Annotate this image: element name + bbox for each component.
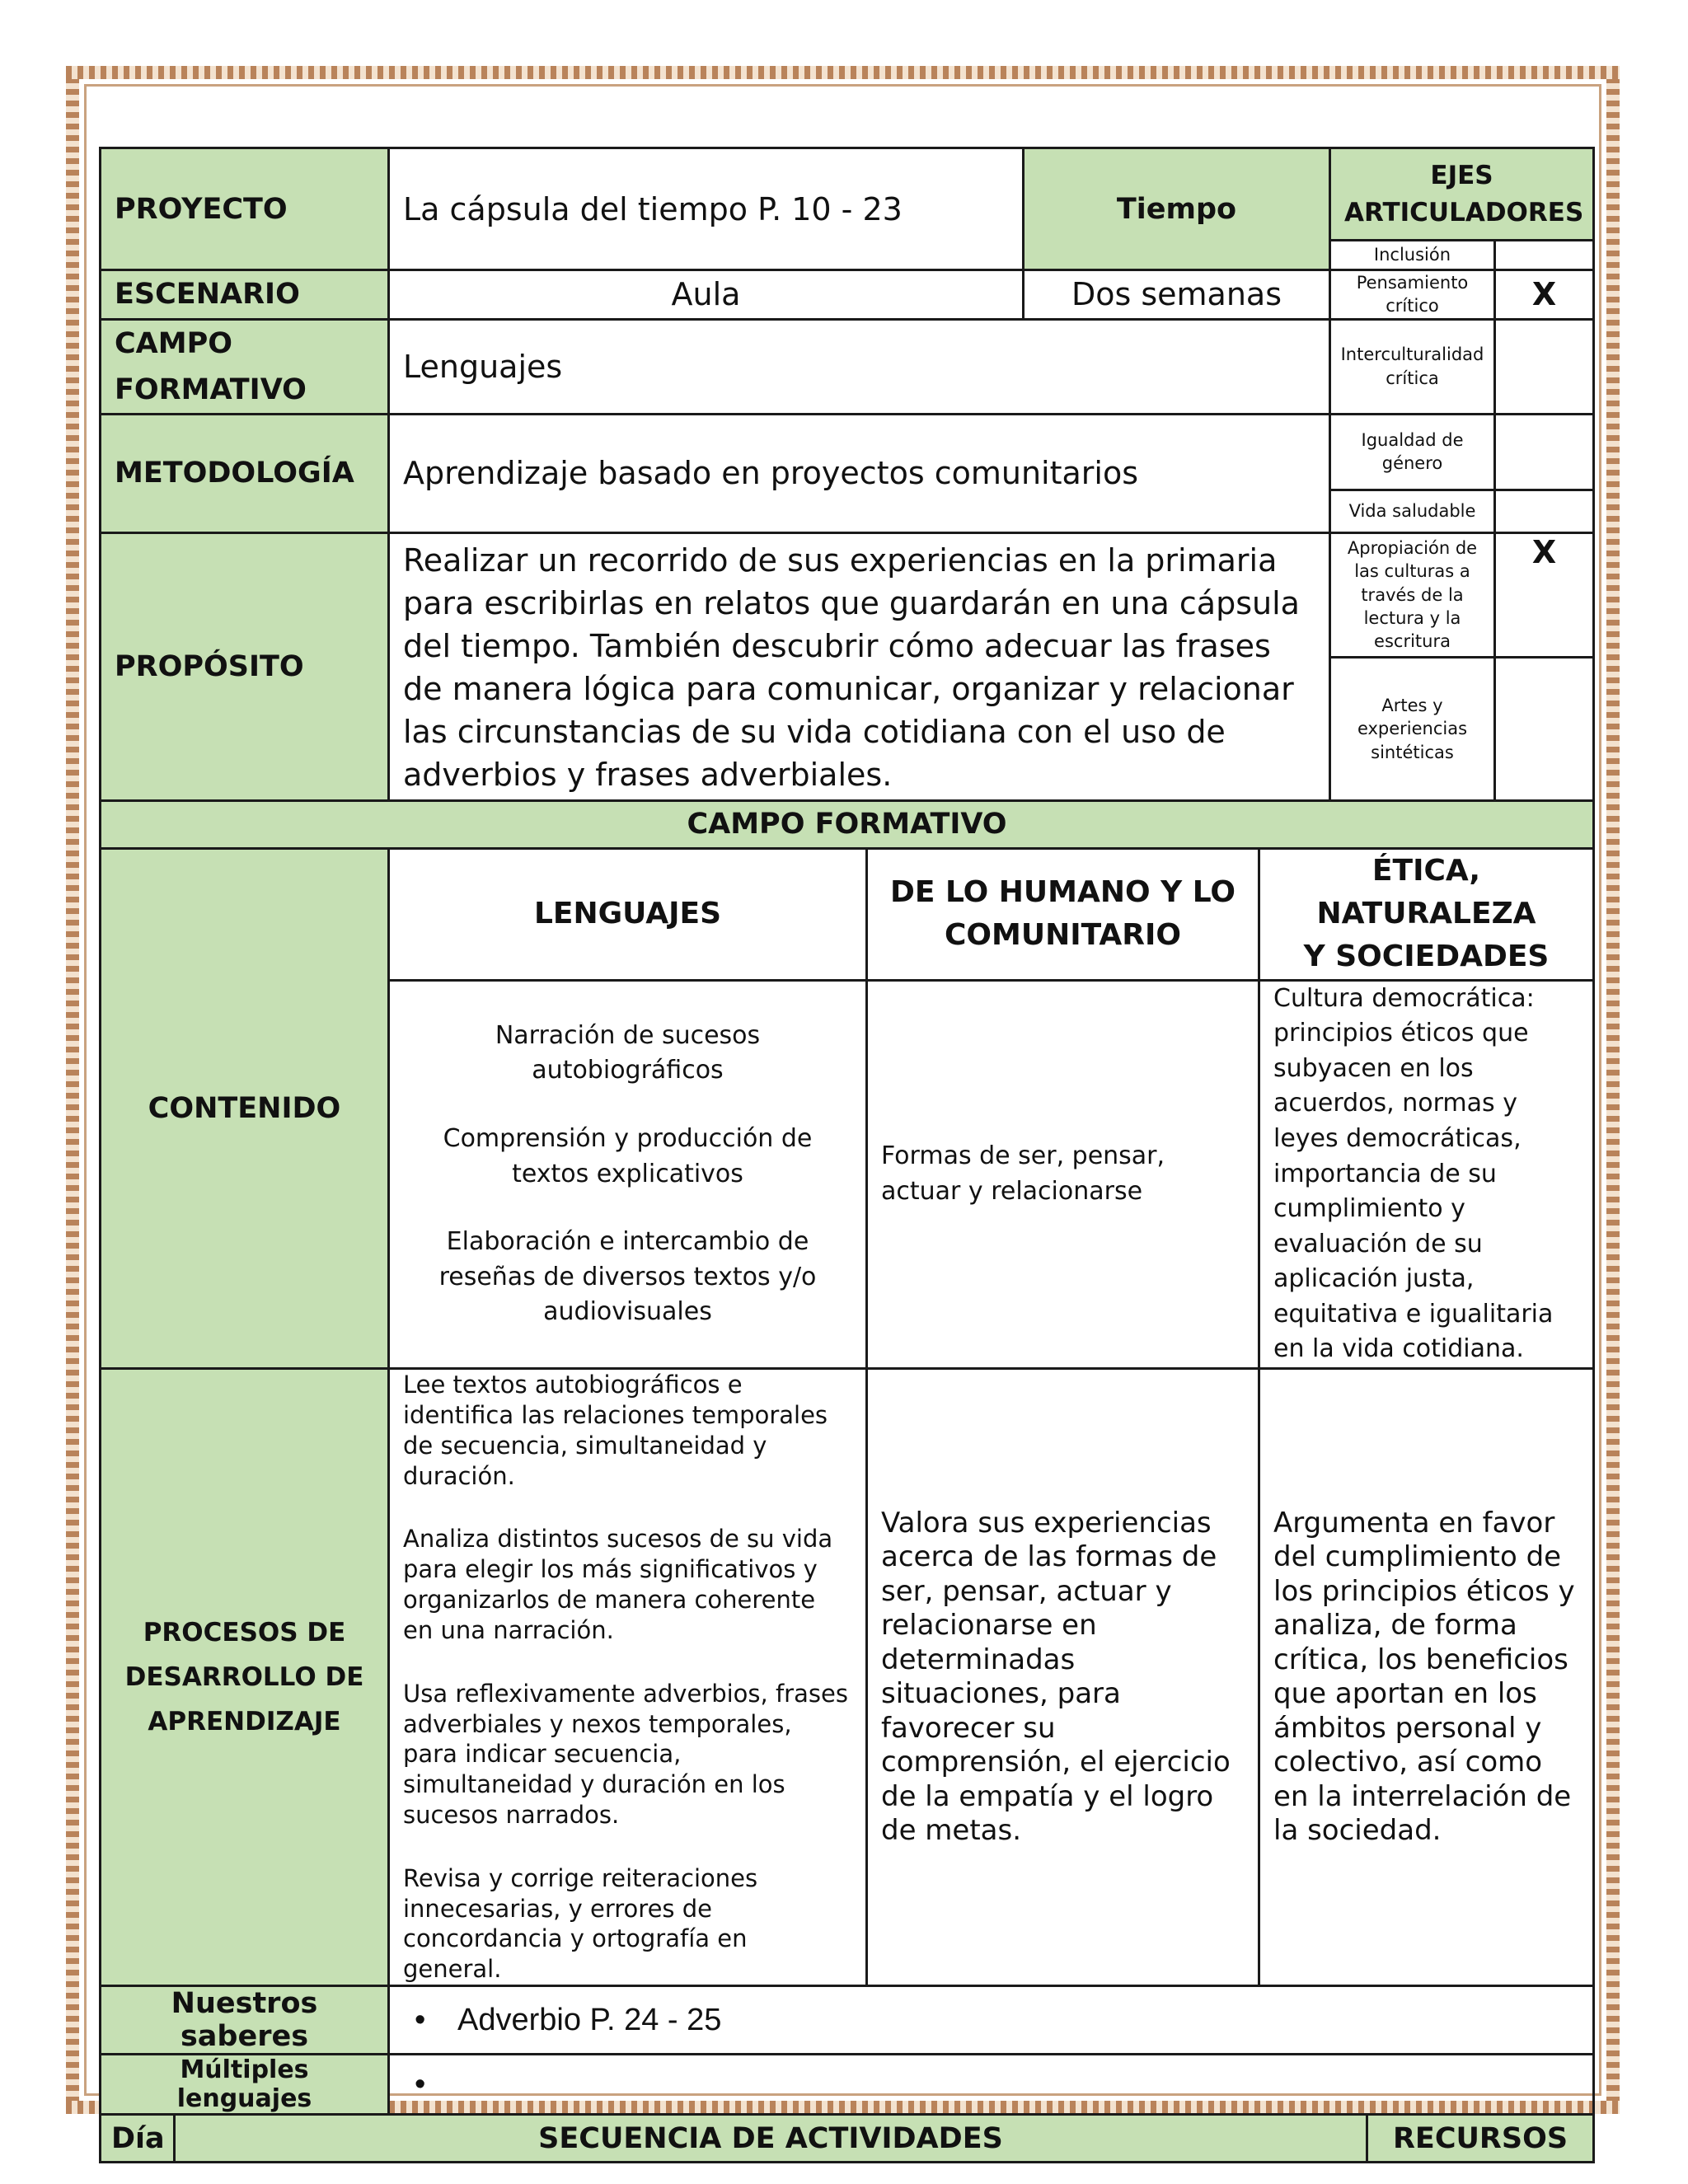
humano-header-1: DE LO HUMANO Y LO bbox=[890, 875, 1236, 910]
multiples-lenguajes-label: Múltiples lenguajes bbox=[101, 2055, 389, 2115]
metodologia-value: Aprendizaje basado en proyectos comunitarios bbox=[389, 414, 1330, 532]
bullet-icon: • bbox=[415, 2066, 426, 2102]
pda-label-3: APRENDIZAJE bbox=[148, 1707, 341, 1737]
eje-vida-saludable-mark bbox=[1495, 490, 1594, 532]
ejes-articuladores-header bbox=[1330, 148, 1594, 241]
proyecto-value: La cápsula del tiempo P. 10 - 23 bbox=[389, 148, 1024, 270]
pda-lenguajes-cell bbox=[389, 1369, 867, 1986]
pda-humano-cell: Valora sus experiencias acerca de las formas de ser, pensar, actuar y relacionarse en determinadas situaciones, para favorecer su comprensión, el ejercicio de la empatía y el logro de metas. bbox=[867, 1369, 1259, 1986]
pda-lenguajes-item: Usa reflexivamente adverbios, frases adverbiales y nexos temporales, para indicar secuencia, simultaneidad y duración en los sucesos narrados. bbox=[403, 1679, 848, 1829]
eje-apropiacion-mark: X bbox=[1495, 532, 1594, 657]
project-header-table bbox=[99, 147, 1595, 802]
nuestros-saberes-text: Adverbio P. 24 - 25 bbox=[457, 2002, 722, 2037]
etica-naturaleza-header bbox=[1259, 848, 1594, 980]
recursos-label: RECURSOS bbox=[1367, 2115, 1594, 2163]
contenido-humano-cell: Formas de ser, pensar, actuar y relacionarse bbox=[867, 980, 1259, 1369]
pda-label-2: DESARROLLO DE bbox=[124, 1661, 364, 1692]
eje-vida-saludable-label: Vida saludable bbox=[1330, 490, 1495, 532]
humano-comunitario-header bbox=[867, 848, 1259, 980]
pda-lenguajes-item: Analiza distintos sucesos de su vida para elegir los más significativos y organizarlos de manera coherente en una narración. bbox=[403, 1525, 833, 1644]
campo-value: Lenguajes bbox=[389, 319, 1330, 414]
eje-pensamiento-label: Pensamiento crítico bbox=[1330, 270, 1495, 320]
eje-pensamiento-mark: X bbox=[1495, 270, 1594, 320]
bullet-icon: • bbox=[415, 2002, 426, 2037]
escenario-label: ESCENARIO bbox=[101, 270, 389, 320]
escenario-value: Aula bbox=[389, 270, 1024, 320]
secuencia-table bbox=[99, 2113, 1595, 2163]
tiempo-label: Tiempo bbox=[1024, 148, 1330, 270]
eje-apropiacion-label: Apropiación de las culturas a través de la lectura y la escritura bbox=[1330, 532, 1495, 657]
eje-artes-mark bbox=[1495, 657, 1594, 800]
ejes-label-2: ARTICULADORES bbox=[1344, 197, 1584, 227]
contenido-lenguajes-item: Narración de sucesos autobiográficos bbox=[495, 1020, 761, 1085]
etica-header-2: Y SOCIEDADES bbox=[1303, 940, 1550, 974]
nuestros-saberes-label: Nuestros saberes bbox=[101, 1986, 389, 2055]
eje-igualdad-mark bbox=[1495, 414, 1594, 490]
campo-formativo-label bbox=[101, 319, 389, 414]
pda-label bbox=[101, 1369, 389, 1986]
secuencia-label: SECUENCIA DE ACTIVIDADES bbox=[175, 2115, 1367, 2163]
eje-interculturalidad-label: Interculturalidad crítica bbox=[1330, 319, 1495, 414]
proyecto-label: PROYECTO bbox=[101, 148, 389, 270]
tiempo-value: Dos semanas bbox=[1024, 270, 1330, 320]
pda-etica-cell: Argumenta en favor del cumplimiento de los principios éticos y analiza, de forma crítica, los beneficios que aportan en los ámbitos personal y colectivo, así como en la interrelación de la sociedad. bbox=[1259, 1369, 1594, 1986]
contenido-label: CONTENIDO bbox=[101, 848, 389, 1368]
eje-inclusion-mark bbox=[1495, 241, 1594, 270]
multiples-lenguajes-value bbox=[389, 2055, 1594, 2115]
contenido-lenguajes-cell bbox=[389, 980, 867, 1369]
planning-sheet bbox=[99, 147, 1592, 2163]
etica-header-1: ÉTICA, NATURALEZA bbox=[1316, 853, 1536, 931]
pda-lenguajes-item: Revisa y corrige reiteraciones innecesarias, y errores de concordancia y ortografía en general. bbox=[403, 1863, 758, 1984]
ejes-label-1: EJES bbox=[1430, 160, 1493, 190]
nuestros-saberes-value bbox=[389, 1986, 1594, 2055]
contenido-lenguajes-item: Comprensión y producción de textos explicativos bbox=[443, 1123, 813, 1188]
proposito-value: Realizar un recorrido de sus experiencias en la primaria para escribirlas en relatos que guardarán en una cápsula del tiempo. También descubrir cómo adecuar las frases de manera lógica para comunicar, organizar y relacionar las circunstancias de su vida cotidiana con el uso de adverbios y frases adverbiales. bbox=[389, 532, 1330, 800]
contenido-lenguajes-item: Elaboración e intercambio de reseñas de diversos textos y/o audiovisuales bbox=[438, 1227, 817, 1327]
proposito-label: PROPÓSITO bbox=[101, 532, 389, 800]
campo-label-1: CAMPO bbox=[115, 326, 233, 360]
campo-formativo-table bbox=[99, 799, 1595, 2116]
eje-inclusion-label: Inclusión bbox=[1330, 241, 1495, 270]
pda-lenguajes-item: Lee textos autobiográficos e identifica las relaciones temporales de secuencia, simultaneidad y duración. bbox=[403, 1371, 828, 1490]
eje-igualdad-label: Igualdad de género bbox=[1330, 414, 1495, 490]
dia-label: Día bbox=[101, 2115, 175, 2163]
humano-header-2: COMUNITARIO bbox=[945, 918, 1181, 953]
campo-label-2: FORMATIVO bbox=[115, 373, 307, 406]
eje-interculturalidad-mark bbox=[1495, 319, 1594, 414]
lenguajes-header: LENGUAJES bbox=[389, 848, 867, 980]
metodologia-label: METODOLOGÍA bbox=[101, 414, 389, 532]
eje-artes-label: Artes y experiencias sintéticas bbox=[1330, 657, 1495, 800]
campo-formativo-title: CAMPO FORMATIVO bbox=[101, 800, 1594, 848]
pda-label-1: PROCESOS DE bbox=[143, 1617, 346, 1647]
contenido-etica-cell: Cultura democrática: principios éticos que subyacen en los acuerdos, normas y leyes democráticas, importancia de su cumplimiento y evaluación de su aplicación justa, equitativa e igualitaria en la vida cotidiana. bbox=[1259, 980, 1594, 1369]
